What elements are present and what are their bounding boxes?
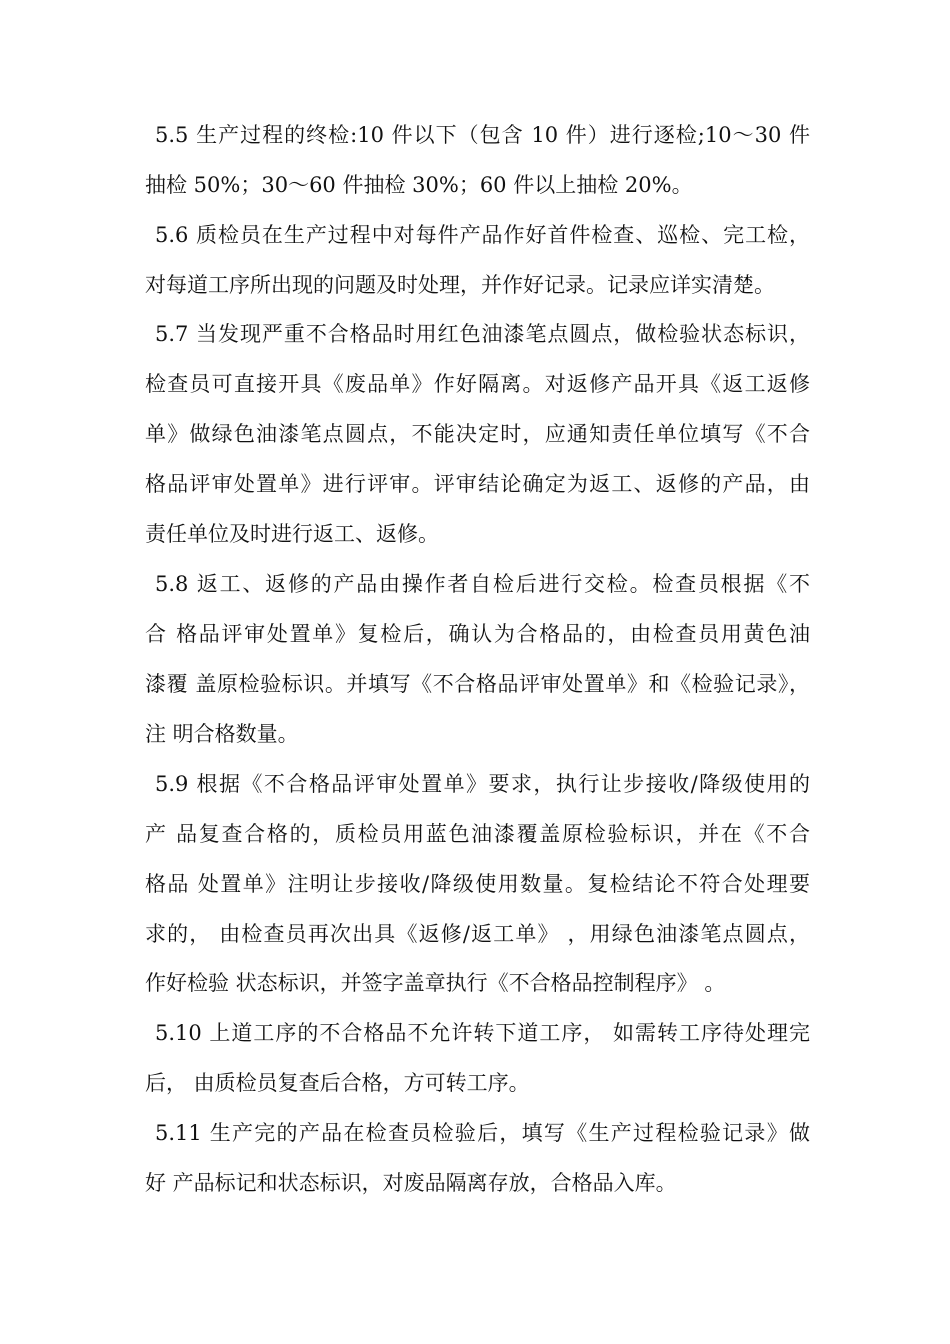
paragraph-5-6-line-1: 5.6 质检员在生产过程中对每件产品作好首件检查、巡检、完工检， [155, 223, 810, 247]
paragraph-5-7-line-3: 单》做绿色油漆笔点圆点，不能决定时，应通知责任单位填写《不合 [145, 422, 810, 446]
paragraph-5-5-line-2: 抽检 50%；30～60 件抽检 30%；60 件以上抽检 20%。 [145, 173, 693, 197]
paragraph-5-9-line-2: 产 品复查合格的，质检员用蓝色油漆覆盖原检验标识，并在《不合 [145, 822, 810, 846]
paragraph-5-5-line-1: 5.5 生产过程的终检:10 件以下（包含 10 件）进行逐检;10～30 件 [155, 123, 810, 147]
paragraph-5-10-line-1: 5.10 上道工序的不合格品不允许转下道工序， 如需转工序待处理完 [155, 1021, 810, 1045]
paragraph-5-9-line-5: 作好检验 状态标识，并签字盖章执行《不合格品控制程序》 。 [145, 971, 726, 995]
paragraph-5-6-line-2: 对每道工序所出现的问题及时处理，并作好记录。记录应详实清楚。 [145, 273, 775, 297]
paragraph-5-9-line-1: 5.9 根据《不合格品评审处置单》要求，执行让步接收/降级使用的 [155, 772, 810, 796]
paragraph-5-11-line-2: 好 产品标记和状态标识，对废品隔离存放，合格品入库。 [145, 1171, 677, 1195]
paragraph-5-8-line-2: 合 格品评审处置单》复检后，确认为合格品的，由检查员用黄色油 [145, 622, 810, 646]
paragraph-5-8-line-3: 漆覆 盖原检验标识。并填写《不合格品评审处置单》和《检验记录》， [145, 672, 810, 696]
paragraph-5-11-line-1: 5.11 生产完的产品在检查员检验后，填写《生产过程检验记录》做 [155, 1121, 810, 1145]
paragraph-5-7-line-1: 5.7 当发现严重不合格品时用红色油漆笔点圆点，做检验状态标识， [155, 322, 810, 346]
paragraph-5-9-line-4: 求的， 由检查员再次出具《返修/返工单》 ，用绿色油漆笔点圆点， [145, 922, 810, 946]
paragraph-5-9-line-3: 格品 处置单》注明让步接收/降级使用数量。复检结论不符合处理要 [145, 872, 810, 896]
paragraph-5-8-line-1: 5.8 返工、返修的产品由操作者自检后进行交检。检查员根据《不 [155, 572, 810, 596]
paragraph-5-10-line-2: 后， 由质检员复查后合格，方可转工序。 [145, 1071, 530, 1095]
paragraph-5-7-line-5: 责任单位及时进行返工、返修。 [145, 522, 439, 546]
paragraph-5-7-line-4: 格品评审处置单》进行评审。评审结论确定为返工、返修的产品，由 [145, 472, 810, 496]
paragraph-5-8-line-4: 注 明合格数量。 [145, 722, 299, 746]
paragraph-5-7-line-2: 检查员可直接开具《废品单》作好隔离。对返修产品开具《返工返修 [145, 372, 810, 396]
